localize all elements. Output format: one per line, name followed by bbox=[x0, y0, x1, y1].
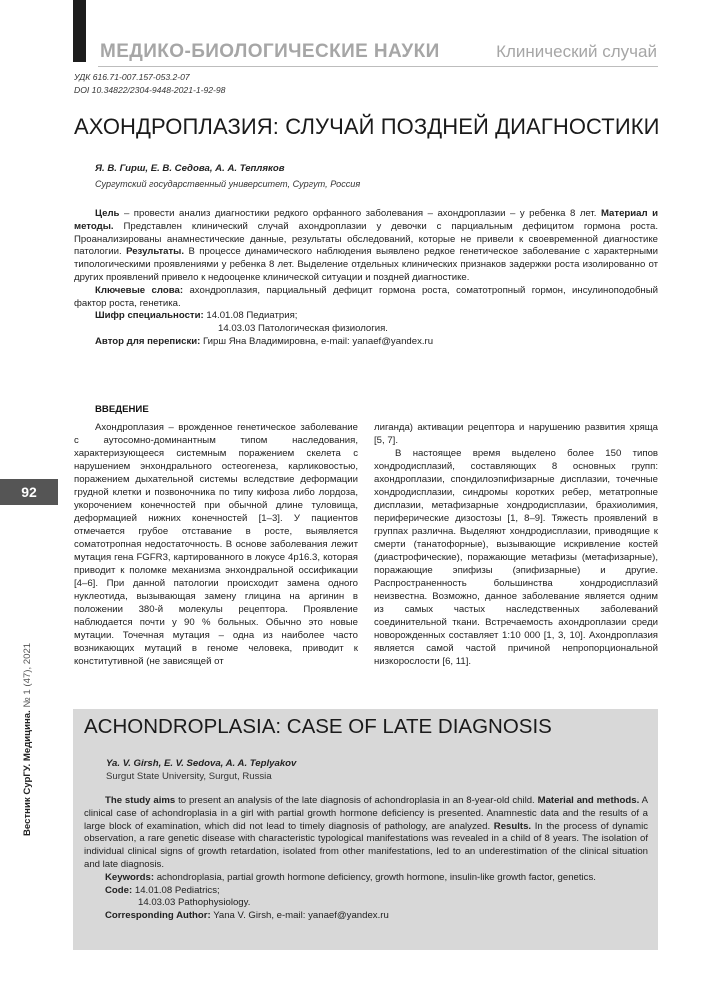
keywords-label-ru: Ключевые слова: bbox=[95, 284, 184, 296]
journal-issue: № 1 (47), 2021 bbox=[22, 642, 33, 711]
authors-ru: Я. В. Гирш, Е. В. Седова, А. А. Тепляков bbox=[95, 163, 285, 174]
intro-paragraph-1-cont: лиганда) активации рецептора и нарушению развития хряща [5, 7]. bbox=[374, 422, 658, 446]
affiliation-ru: Сургутский государственный университет, Сургут, Россия bbox=[95, 179, 361, 189]
abstract-en bbox=[84, 795, 648, 923]
udc-code: УДК 616.71-007.157-053.2-07 bbox=[74, 72, 190, 82]
article-title-ru: АХОНДРОПЛАЗИЯ: СЛУЧАЙ ПОЗДНЕЙ ДИАГНОСТИКИ bbox=[74, 114, 660, 139]
code-label-ru: Шифр специальности: bbox=[95, 310, 204, 322]
keywords-text-ru: ахондроплазия, парциальный дефицит гормона роста, соматотропный гормон, инсулиноподобный фактор роста, генетика. bbox=[74, 284, 658, 309]
authors-en: Ya. V. Girsh, E. V. Sedova, A. A. Teplyakov bbox=[106, 758, 297, 769]
specialty-code-ru bbox=[74, 310, 658, 323]
journal-section-title: МЕДИКО-БИОЛОГИЧЕСКИЕ НАУКИ bbox=[100, 41, 440, 62]
specialty-code-en bbox=[84, 885, 648, 898]
corr-text-en: Yana V. Girsh, e-mail: yanaef@yandex.ru bbox=[210, 910, 389, 922]
abstract-ru bbox=[74, 208, 658, 349]
aim-text-ru: – провести анализ диагностики редкого орфанного заболевания – ахондроплазии – у ребенка 8 лет. bbox=[119, 208, 601, 219]
intro-paragraph-2: В настоящее время выделено более 150 типов хондродисплазий, составляющих 8 основных групп: ахондроплазии, спондилоэпифизарные дисплазии, точечные хондродисплазии, синдромы коротких ребер, метатропные дисплазии, метафизарные хондродисплазии, брахиолимия, периферические дизостозы [1, 8–9]. Тяжесть проявлений в группах различна. Выделяют хондродисплазии, приводящие к смерти (танатофорные), вызывающие искривление костей (диастрофические), поражающие метафизы (метафизарные), поражающие эпифизы (эпифизарные) и другие. Распространенность большинства хондродисплазий неизвестна. Возможно, данное заболевание является одним из самых частых наследственных заболеваний соединительной ткани. Встречаемость ахондроплазии среди новорожденных составляет 1:10 000 [1, 3, 10]. Ахондроплазия является самой частой причиной непропорциональной низкорослости [6, 11]. bbox=[374, 448, 658, 667]
affiliation-en: Surgut State University, Surgut, Russia bbox=[106, 771, 272, 782]
methods-label-ru: Материал и методы. bbox=[74, 208, 659, 232]
keywords-label-en: Keywords: bbox=[105, 871, 155, 883]
abstract-en-body bbox=[84, 795, 648, 872]
results-label-en: Results. bbox=[493, 820, 532, 832]
corr-label-en: Corresponding Author: bbox=[105, 910, 211, 922]
results-label-ru: Результаты. bbox=[126, 246, 185, 258]
code-1-en: 14.01.08 Pediatrics; bbox=[132, 884, 220, 896]
results-text-en: In the process of dynamic observation, a rare genetic disease with characteristic typological manifestations was revealed in a child of 8 years. The isolation of individual clinical signs of growth retardation, isolated from other manifestations, led to an underestimation of the clinical situation and late diagnosis. bbox=[84, 820, 648, 870]
abstract-ru-body bbox=[74, 208, 658, 285]
keywords-text-en: achondroplasia, partial growth hormone deficiency, growth hormone, insulin-like growth factor, genetics. bbox=[154, 871, 596, 883]
journal-running-title bbox=[22, 643, 33, 836]
correspondence-en bbox=[84, 910, 648, 923]
methods-text-ru: Представлен клинический случай ахондроплазии у девочки с парциальным дефицитом гормона роста. Проанализированы анамнестические данные, результаты обследований, которые не привели к своевременной диагностике патологии. bbox=[74, 220, 658, 258]
doi[interactable]: DOI 10.34822/2304-9448-2021-1-92-98 bbox=[74, 85, 226, 95]
aim-text-en: to present an analysis of the late diagnosis of achondroplasia in an 8-year-old child. bbox=[175, 795, 538, 806]
correspondence-ru bbox=[74, 336, 658, 349]
header-divider bbox=[98, 66, 658, 67]
methods-label-en: Material and methods. bbox=[537, 795, 640, 806]
header-accent-bar bbox=[73, 0, 86, 62]
intro-heading: ВВЕДЕНИЕ bbox=[95, 404, 149, 415]
code-2-ru: 14.03.03 Патологическая физиология. bbox=[218, 323, 388, 335]
keywords-ru bbox=[74, 285, 658, 311]
results-text-ru: В процессе динамического наблюдения выявлено редкое генетическое заболевание с характерными типологическими проявлениями у ребенка 8 лет. Выделение отдельных клинических признаков задержки роста изолированно от других проявлений привело к недооценке клинической ситуации и поздней диагностике. bbox=[74, 246, 658, 283]
code-label-en: Code: bbox=[105, 884, 133, 896]
aim-label-en: The study aims bbox=[105, 795, 176, 806]
keywords-en bbox=[84, 872, 648, 885]
aim-label-ru: Цель bbox=[95, 208, 120, 219]
page-number: 92 bbox=[0, 479, 58, 505]
corr-label-ru: Автор для переписки: bbox=[95, 335, 201, 347]
article-title-en: ACHONDROPLASIA: CASE OF LATE DIAGNOSIS bbox=[84, 715, 552, 738]
code-2-en: 14.03.03 Pathophysiology. bbox=[138, 897, 251, 909]
article-type: Клинический случай bbox=[496, 42, 657, 61]
journal-name: Вестник СурГУ. Медицина. bbox=[22, 710, 33, 836]
code-1-ru: 14.01.08 Педиатрия; bbox=[203, 310, 298, 322]
intro-paragraph-1: Ахондроплазия – врожденное генетическое заболевание с аутосомно-доминантным типом наследования, характеризующееся системным поражением скелета с нарушением энхондрального остеогенеза, карликовостью, поражением дыхательной системы вследствие деформации грудной клетки и позвоночника по типу кифоза либо лордоза, укорочением конечностей при обычной длине туловища, деформацией нижних конечностей [1–3]. У пациентов отмечается грубое отставание в росте, выявляется соматотропная недостаточность. В основе заболевания лежит мутация гена FGFR3, картированного в локусе 4p16.3, которая приводит к поломке механизма энхондральной оссификации [4–6]. При данной патологии происходит замена одного нуклеотида, вызывающая замену глицина на аргинин в положении 380-й молекулы рецептора. Проявление наблюдается почти у 90 % больных. Обычно это новые мутации. Точечная мутация – одна из наиболее часто возникающих мутаций в геноме человека, приводит к конститутивной (не зависящей от bbox=[74, 422, 358, 667]
intro-right-column bbox=[374, 421, 658, 668]
intro-left-column bbox=[74, 421, 358, 668]
corr-text-ru: Гирш Яна Владимировна, e-mail: yanaef@yandex.ru bbox=[200, 335, 434, 347]
methods-text-en: A clinical case of achondroplasia in a girl with partial growth hormone deficiency is presented. Anamnestic data and the results of a large block of examination, which did not lead to timely diagnosis of pathology, are analyzed. bbox=[84, 795, 649, 832]
